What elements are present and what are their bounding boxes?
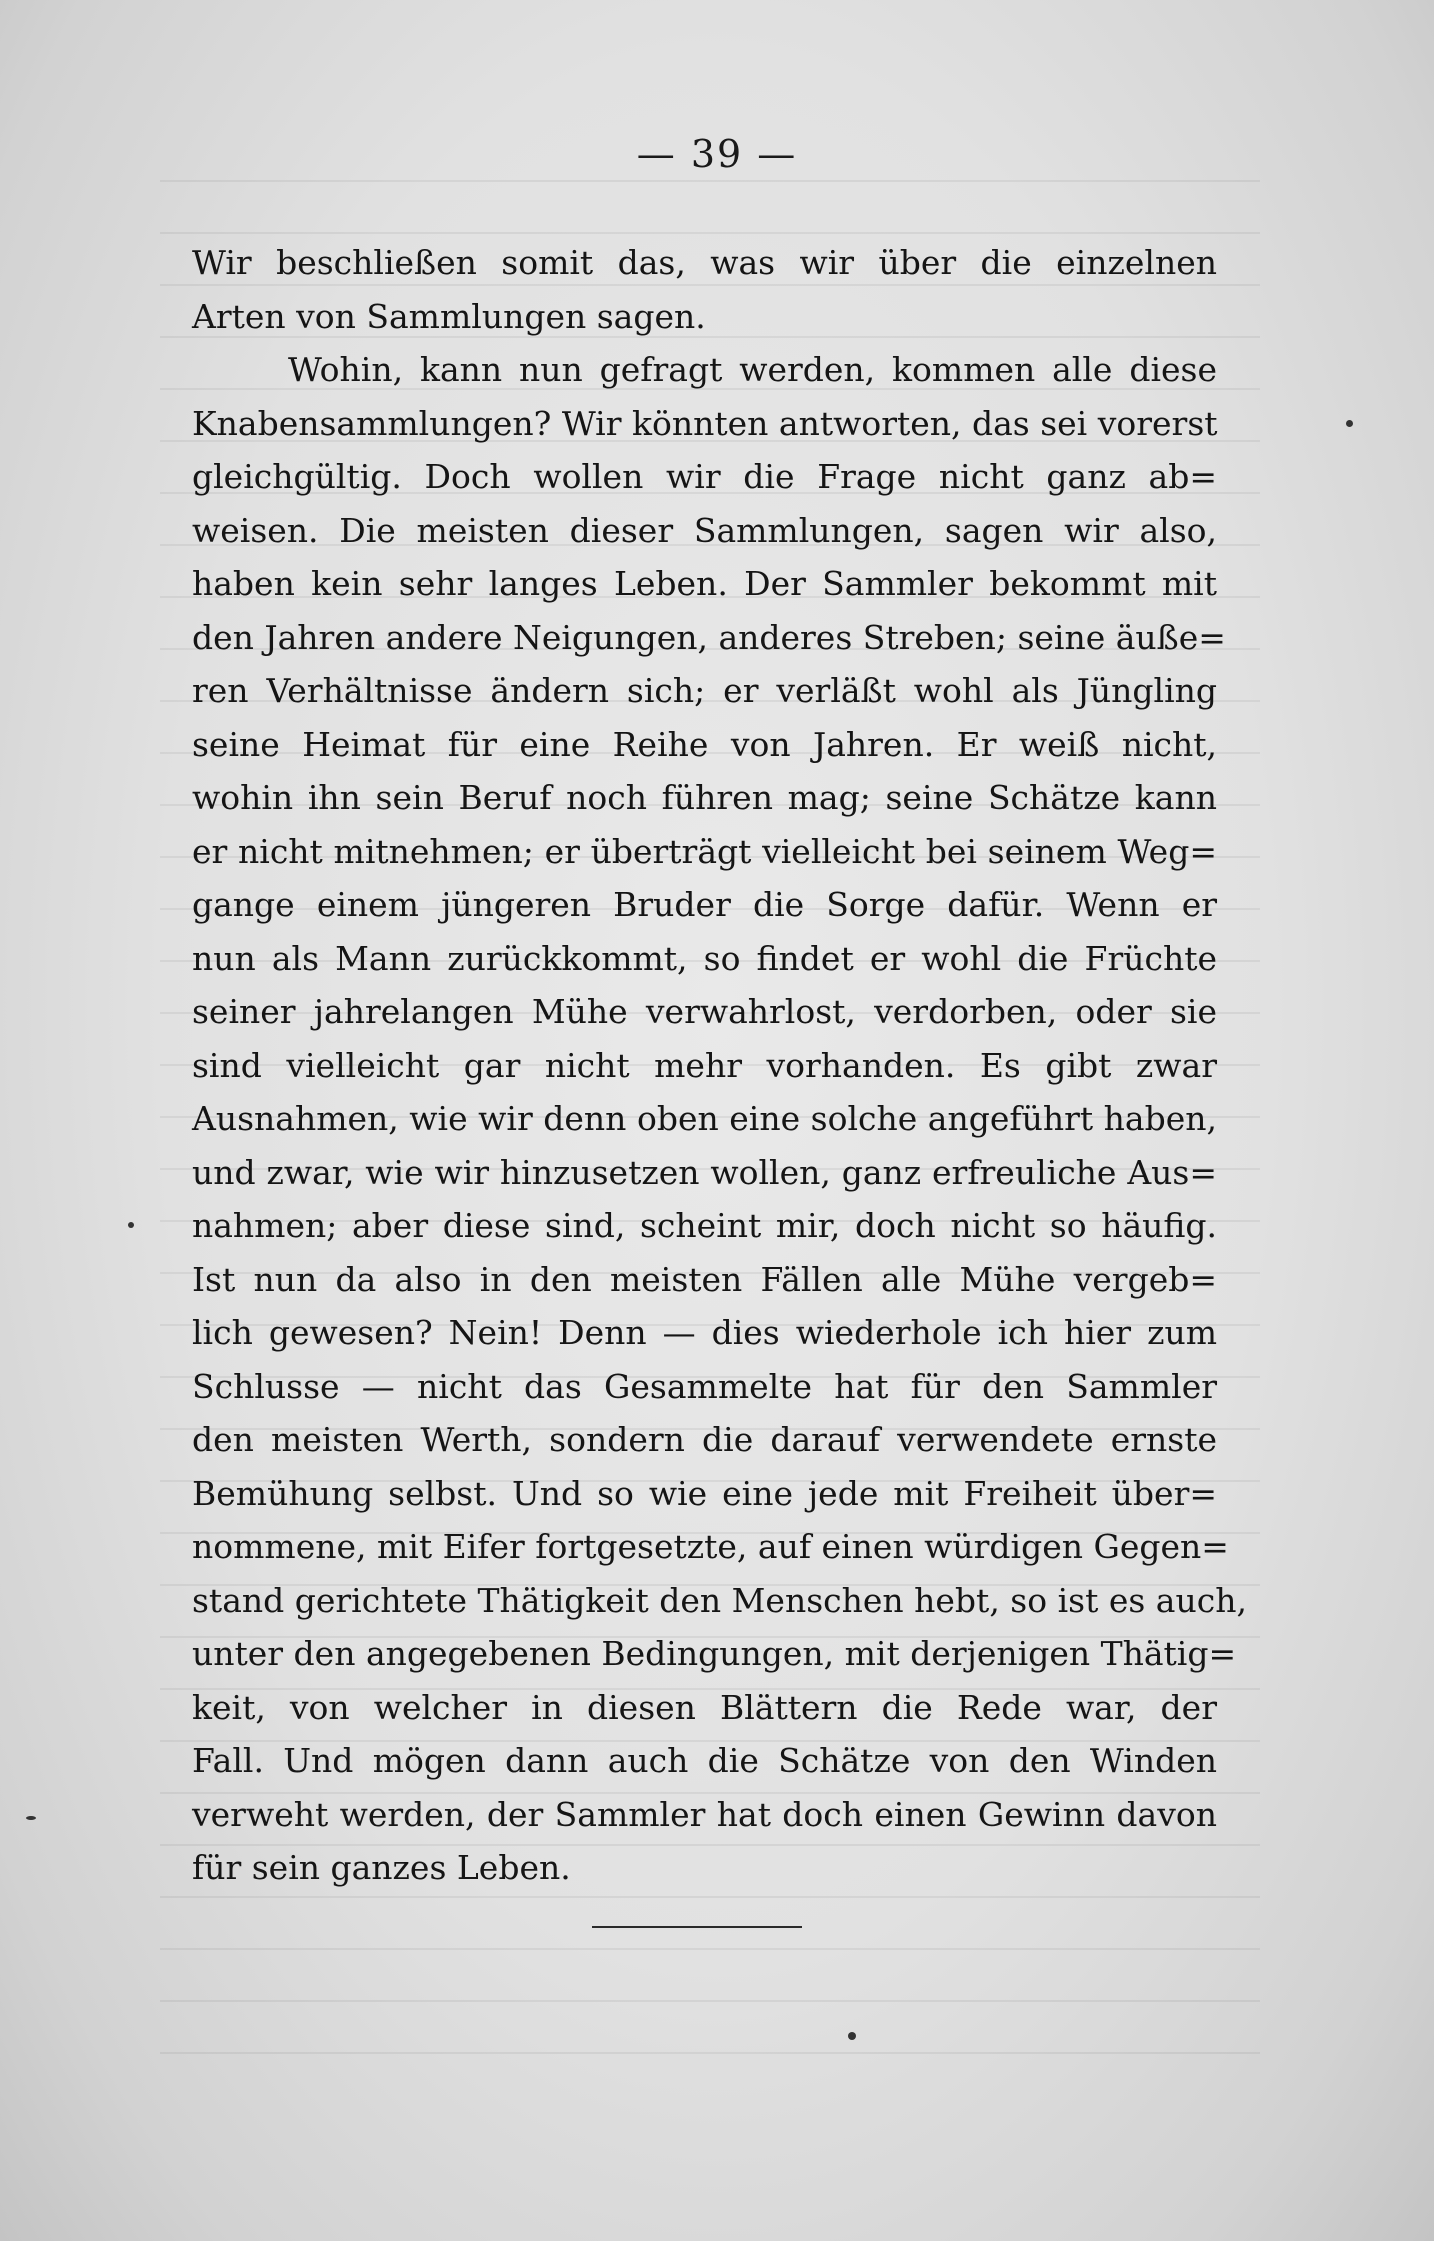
text-line: Schlusse — nicht das Gesammelte hat für den Sammler (192, 1366, 1217, 1406)
text-line: Fall. Und mögen dann auch die Schätze von den Winden (192, 1741, 1217, 1780)
text-line: Bemühung selbst. Und so wie eine jede mit Freiheit über= (192, 1473, 1217, 1513)
text-line: seiner jahrelangen Mühe verwahrlost, verdorben, oder sie (192, 992, 1217, 1031)
text-line: Wohin, kann nun gefragt werden, kommen alle diese (288, 350, 1217, 389)
text-line: nommene, mit Eifer fortgesetzte, auf einen würdigen Gegen= (192, 1527, 1229, 1566)
text-line: den Jahren andere Neigungen, anderes Streben; seine äuße= (192, 617, 1226, 657)
text-line: Ausnahmen, wie wir denn oben eine solche angeführt haben, (192, 1099, 1217, 1138)
text-line: verweht werden, der Sammler hat doch einen Gewinn davon (192, 1794, 1217, 1834)
text-line: gleichgültig. Doch wollen wir die Frage nicht ganz ab= (192, 457, 1217, 496)
page-number: — 39 — (636, 132, 798, 176)
text-line: er nicht mitnehmen; er überträgt vielleicht bei seinem Weg= (192, 831, 1217, 871)
text-line: unter den angegebenen Bedingungen, mit derjenigen Thätig= (192, 1634, 1237, 1673)
text-line: nahmen; aber diese sind, scheint mir, doch nicht so häufig. (192, 1206, 1217, 1245)
text-line: keit, von welcher in diesen Blättern die Rede war, der (192, 1687, 1217, 1727)
body-text (192, 236, 1247, 1895)
text-line: wohin ihn sein Beruf noch führen mag; seine Schätze kann (192, 778, 1217, 817)
end-rule (592, 1926, 802, 1928)
text-line: und zwar, wie wir hinzusetzen wollen, ganz erfreuliche Aus= (192, 1152, 1217, 1192)
text-line: Wir beschließen somit das, was wir über die einzelnen (192, 243, 1217, 282)
text-line: nun als Mann zurückkommt, so findet er wohl die Früchte (192, 938, 1217, 978)
text-line: stand gerichtete Thätigkeit den Menschen hebt, so ist es auch, (192, 1580, 1247, 1620)
text-line: seine Heimat für eine Reihe von Jahren. Er weiß nicht, (192, 724, 1217, 764)
text-line: Knabensammlungen? Wir könnten antworten, das sei vorerst (192, 403, 1218, 443)
text-line: lich gewesen? Nein! Denn — dies wiederhole ich hier zum (192, 1313, 1217, 1352)
text-line: für sein ganzes Leben. (192, 1848, 571, 1887)
ink-speck (128, 1222, 134, 1228)
text-line: den meisten Werth, sondern die darauf verwendete ernste (192, 1420, 1217, 1459)
text-line: ren Verhältnisse ändern sich; er verläßt wohl als Jüngling (192, 671, 1217, 710)
text-line: gange einem jüngeren Bruder die Sorge dafür. Wenn er (192, 885, 1217, 924)
text-line: Ist nun da also in den meisten Fällen alle Mühe vergeb= (192, 1259, 1217, 1299)
text-line: Arten von Sammlungen sagen. (192, 296, 706, 336)
text-line: weisen. Die meisten dieser Sammlungen, sagen wir also, (192, 510, 1217, 550)
ink-speck (26, 1816, 36, 1820)
text-line: sind vielleicht gar nicht mehr vorhanden. Es gibt zwar (192, 1045, 1217, 1085)
ink-speck (1346, 420, 1353, 427)
ink-speck (848, 2032, 856, 2040)
text-line: haben kein sehr langes Leben. Der Sammler bekommt mit (192, 564, 1217, 603)
